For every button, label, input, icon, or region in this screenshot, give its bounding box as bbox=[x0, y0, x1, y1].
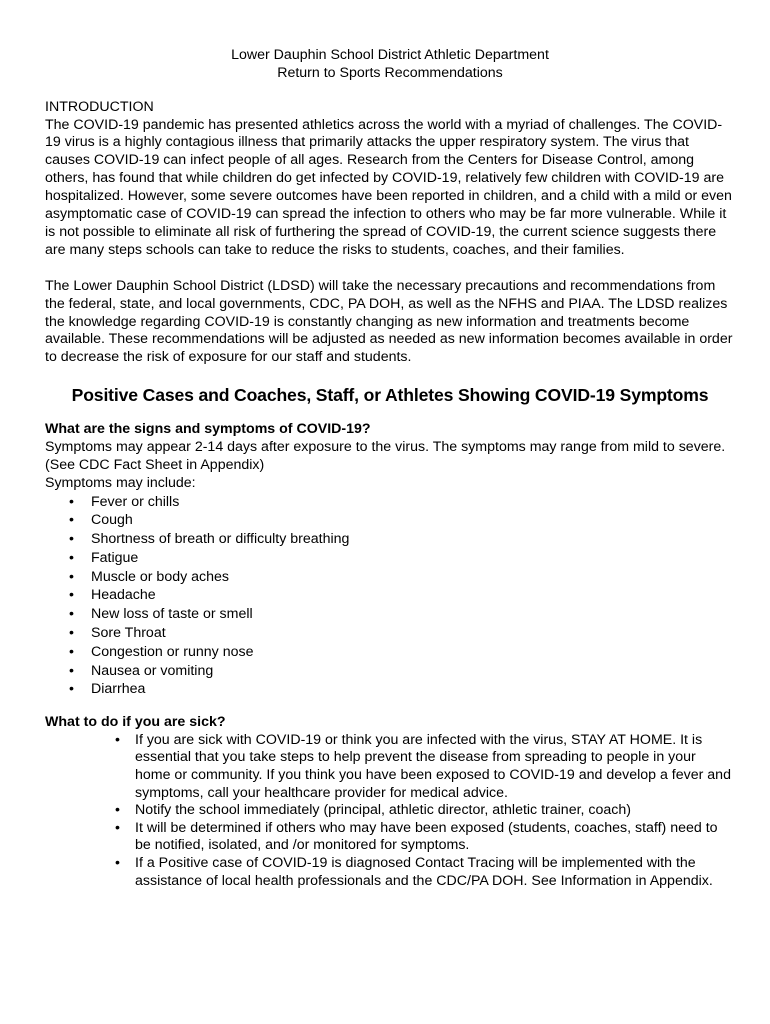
list-item: • If a Positive case of COVID-19 is diagnosed Contact Tracing will be implemented with the assistance of local health professionals and the CDC/PA DOH. See Information in Appendix. bbox=[113, 855, 735, 890]
list-item: • Fatigue bbox=[45, 549, 735, 568]
list-item: • Sore Throat bbox=[45, 624, 735, 643]
symptoms-question: What are the signs and symptoms of COVID-19? bbox=[45, 421, 371, 438]
list-item: • Cough bbox=[45, 511, 735, 530]
list-item: • Shortness of breath or difficulty breathing bbox=[45, 530, 735, 549]
symptoms-intro: Symptoms may include: bbox=[45, 474, 196, 491]
list-item: • If you are sick with COVID-19 or think you are infected with the virus, STAY AT HOME. It is essential that you take steps to help prevent the disease from spreading to people in your home or community. If you think you have been exposed to COVID-19 and develop a fever and symptoms, call your healthcare provider for medical advice. bbox=[113, 732, 735, 802]
list-item: • Nausea or vomiting bbox=[45, 662, 735, 681]
sick-instructions-list bbox=[113, 732, 735, 890]
list-item: • Diarrhea bbox=[45, 680, 735, 699]
list-item: • Muscle or body aches bbox=[45, 568, 735, 587]
list-item: • Notify the school immediately (principal, athletic director, athletic trainer, coach) bbox=[113, 802, 735, 820]
list-item: • Fever or chills bbox=[45, 493, 735, 512]
document-title bbox=[45, 47, 735, 82]
sick-question: What to do if you are sick? bbox=[45, 714, 226, 731]
symptoms-list bbox=[45, 493, 735, 700]
introduction-paragraph-2: The Lower Dauphin School District (LDSD) will take the necessary precautions and recommendations from the federal, state, and local governments, CDC, PA DOH, as well as the NFHS and PIAA. The LDSD realizes the knowledge regarding COVID-19 is constantly changing as new information and treatments become available. These recommendations will be adjusted as needed as new information becomes available in order to decrease the risk of exposure for our staff and students. bbox=[45, 277, 733, 366]
symptoms-description: Symptoms may appear 2-14 days after exposure to the virus. The symptoms may range from mild to severe. (See CDC Fact Sheet in Appendix) bbox=[45, 438, 726, 473]
list-item: • New loss of taste or smell bbox=[45, 605, 735, 624]
list-item: • Congestion or runny nose bbox=[45, 643, 735, 662]
introduction-paragraph-1: The COVID-19 pandemic has presented athletics across the world with a myriad of challenges. The COVID-19 virus is a highly contagious illness that primarily attacks the upper respiratory system. The virus that causes COVID-19 can infect people of all ages. Research from the Centers for Disease Control, among others, has found that while children do get infected by COVID-19, relatively few children with COVID-19 are hospitalized. However, some severe outcomes have been reported in children, and a child with a mild or even asymptomatic case of COVID-19 can spread the infection to others who may be far more vulnerable. While it is not possible to eliminate all risk of furthering the spread of COVID-19, the current science suggests there are many steps schools can take to reduce the risks to students, coaches, and their families. bbox=[45, 116, 732, 258]
list-item: • Headache bbox=[45, 586, 735, 605]
title-line-1: Lower Dauphin School District Athletic Department bbox=[231, 47, 549, 63]
list-item: • It will be determined if others who may have been exposed (students, coaches, staff) need to be notified, isolated, and /or monitored for symptoms. bbox=[113, 820, 735, 855]
introduction-heading: INTRODUCTION bbox=[45, 99, 154, 115]
document-page bbox=[45, 47, 735, 890]
section-heading: Positive Cases and Coaches, Staff, or Athletes Showing COVID-19 Symptoms bbox=[71, 385, 709, 406]
title-line-2: Return to Sports Recommendations bbox=[277, 64, 503, 81]
